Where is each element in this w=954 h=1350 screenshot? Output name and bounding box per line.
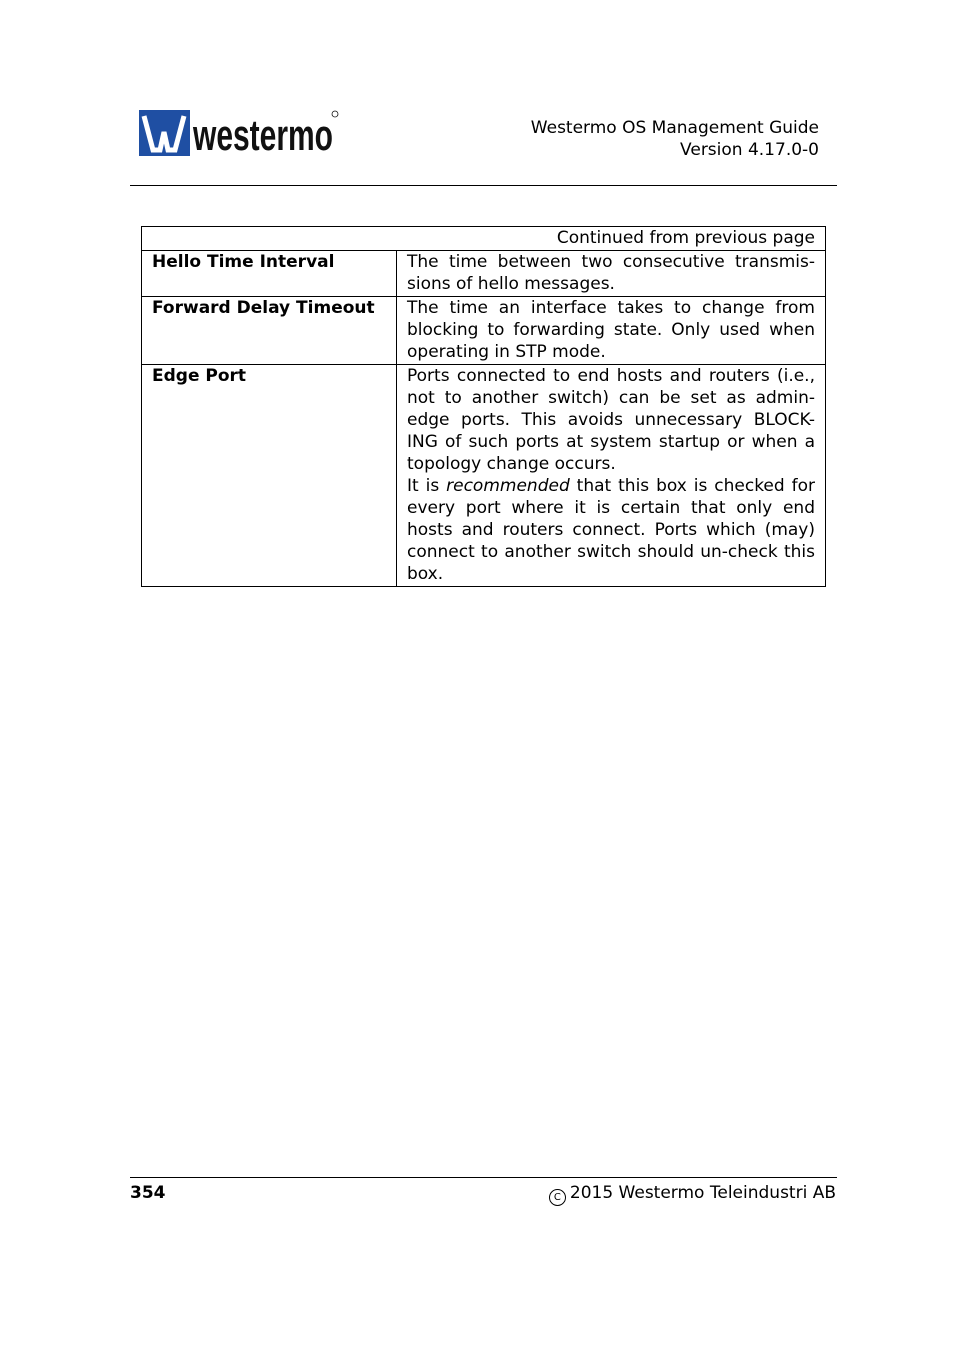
param-name-forward-delay: Forward Delay Timeout	[142, 297, 397, 365]
footer-divider	[130, 1177, 837, 1178]
table-row	[142, 251, 826, 297]
edge-port-emphasis: recommended	[446, 476, 570, 496]
edge-port-paragraph-2	[407, 475, 815, 585]
edge-port-post: that this box is checked for every port where it is certain that only end hosts and routers connect. Ports which (may) connect to another switch should un-check this box.	[407, 476, 815, 584]
document-header	[531, 117, 819, 161]
copyright-icon: C	[549, 1189, 566, 1206]
page-number: 354	[130, 1183, 166, 1203]
guide-title: Westermo OS Management Guide	[530, 118, 819, 138]
table-row	[142, 365, 826, 587]
westermo-logo-graphic	[139, 110, 339, 158]
logo-wordmark: westermo	[192, 111, 333, 160]
header-divider	[130, 185, 837, 186]
param-desc-edge-port	[397, 365, 826, 587]
edge-port-paragraph-1: Ports connected to end hosts and routers (i.e., not to another switch) can be set as admin-edge ports. This avoids unnecessary BLOCK-ING of such ports at system startup or when a topology change occurs.	[407, 366, 815, 474]
param-desc-forward-delay: The time an interface takes to change from blocking to forwarding state. Only used when operating in STP mode.	[397, 297, 826, 365]
table-row	[142, 297, 826, 365]
guide-version: Version 4.17.0-0	[680, 140, 819, 160]
param-desc-hello-time: The time between two consecutive transmis-sions of hello messages.	[397, 251, 826, 297]
westermo-logo	[139, 110, 339, 158]
copyright	[549, 1182, 836, 1206]
continued-note: Continued from previous page	[142, 227, 826, 251]
copyright-text: 2015 Westermo Teleindustri AB	[569, 1183, 836, 1203]
edge-port-pre: It is	[407, 476, 447, 496]
continued-row	[142, 227, 826, 251]
param-name-edge-port: Edge Port	[142, 365, 397, 587]
parameter-table	[141, 226, 826, 587]
param-name-hello-time: Hello Time Interval	[142, 251, 397, 297]
